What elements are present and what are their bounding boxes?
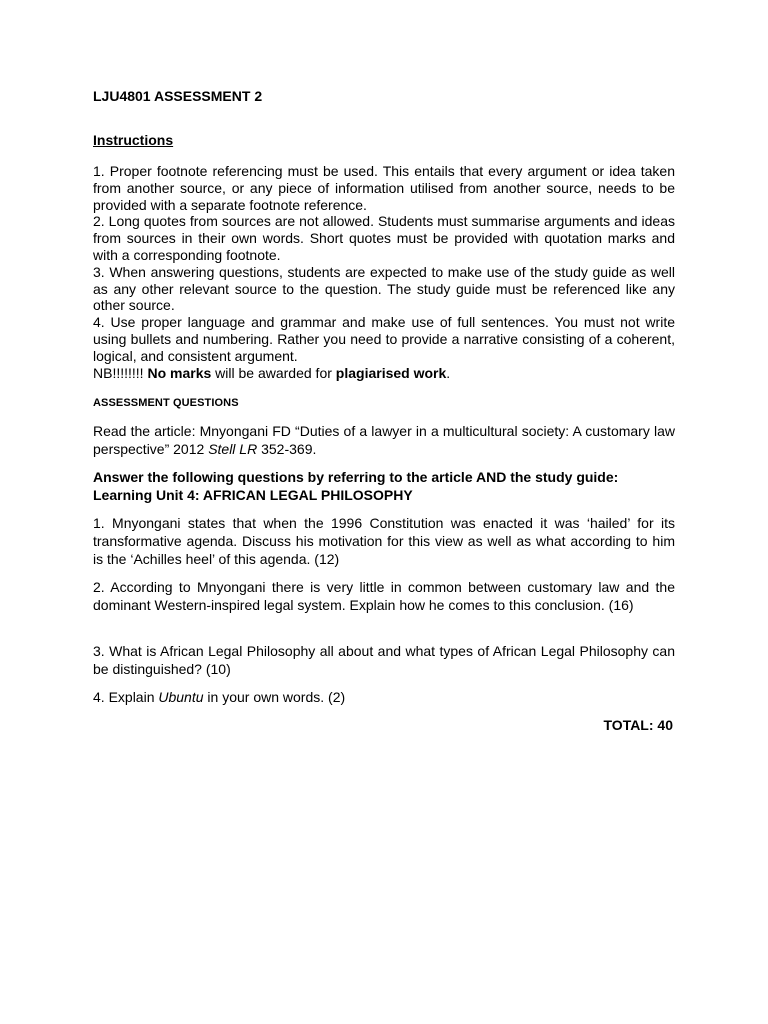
answer-directive-line-1: Answer the following questions by referring to the article AND the study guide: (93, 469, 619, 485)
nb-suffix: . (446, 364, 451, 381)
answer-directive-line-2: Learning Unit 4: AFRICAN LEGAL PHILOSOPHY (93, 487, 413, 503)
total-marks: TOTAL: 40 (603, 717, 673, 733)
assessment-questions-heading: ASSESSMENT QUESTIONS (93, 397, 239, 409)
question-4-marks: in your own words. (2) (203, 689, 346, 705)
question-2: 2. According to Mnyongani there is very little in common between customary law and the dominant Western-inspired legal system. Explain how he comes to this conclusion. (16) (93, 579, 675, 613)
question-3: 3. What is African Legal Philosophy all about and what types of African Legal Philosophy can be distinguished? (10) (93, 643, 675, 677)
instructions-heading: Instructions (93, 132, 174, 148)
instruction-item: 4. Use proper language and grammar and make use of full sentences. You must not write using bullets and numbering. Rather you need to provide a narrative consisting of a coherent, logical, and consistent argument. (93, 314, 675, 364)
instructions-list (93, 163, 675, 381)
nb-prefix: NB!!!!!!!! (93, 364, 148, 381)
document-title: LJU4801 ASSESSMENT 2 (93, 88, 263, 104)
nb-middle: will be awarded for (211, 364, 336, 381)
nb-no-marks: No marks (147, 364, 212, 381)
answer-directive (93, 468, 675, 504)
question-4 (93, 688, 675, 706)
nb-plagiarised-work: plagiarised work (335, 364, 447, 381)
question-1: 1. Mnyongani states that when the 1996 Constitution was enacted it was ‘hailed’ for its transformative agenda. Discuss his motivation for this view as well as what according to him is the ‘Achilles heel’ of this agenda. (12) (93, 515, 675, 567)
question-4-ubuntu: Ubuntu (158, 689, 204, 705)
instruction-item: 2. Long quotes from sources are not allowed. Students must summarise arguments and ideas from sources in their own words. Short quotes must be provided with quotation marks and with a corresponding footnote. (93, 213, 675, 263)
article-pages: 352-369. (257, 441, 317, 457)
article-journal: Stell LR (208, 441, 258, 457)
instruction-item: 3. When answering questions, students are expected to make use of the study guide as well as any other relevant source to the question. The study guide must be referenced like any other source. (93, 263, 675, 314)
plagiarism-warning (93, 365, 675, 382)
instruction-item: 1. Proper footnote referencing must be used. This entails that every argument or idea taken from another source, or any piece of information utilised from another source, needs to be provided with a separate footnote reference. (93, 163, 675, 213)
article-reference (93, 422, 675, 458)
question-4-text: 4. Explain (93, 689, 159, 705)
article-text: Read the article: Mnyongani FD “Duties of a lawyer in a multicultural society: A customary law perspective” 2012 (93, 423, 675, 457)
